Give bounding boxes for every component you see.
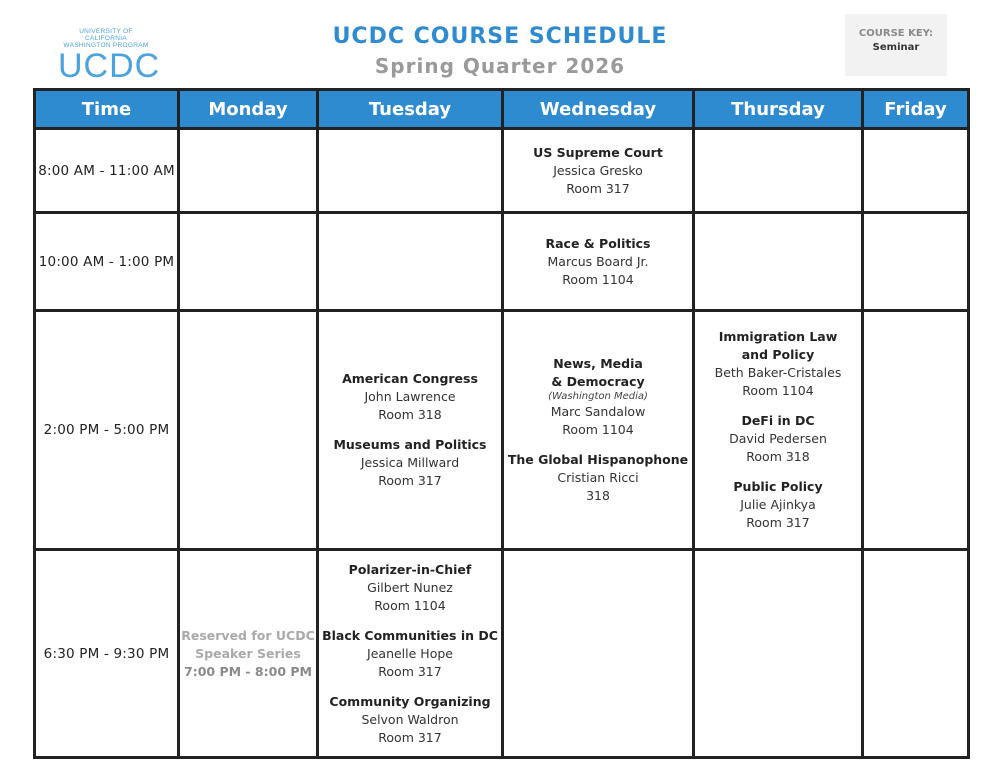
empty-cell — [694, 213, 863, 311]
course-name: American Congress — [342, 371, 478, 386]
column-header-time: Time — [35, 90, 179, 129]
course-key-item: Seminar — [872, 42, 920, 53]
column-header-thursday: Thursday — [694, 90, 863, 129]
course-entry — [319, 627, 501, 681]
ucdc-logo — [58, 28, 161, 85]
course-entry — [504, 451, 692, 505]
course-entry — [319, 436, 501, 490]
time-slot: 8:00 AM - 11:00 AM — [35, 129, 179, 213]
course-instructor: Marcus Board Jr. — [547, 253, 649, 269]
wednesday-cell — [503, 129, 694, 213]
table-row — [35, 213, 969, 311]
time-slot: 6:30 PM - 9:30 PM — [35, 550, 179, 758]
course-note: (Washington Media) — [548, 391, 648, 402]
course-name: US Supreme Court — [533, 144, 663, 160]
course-room: Room 317 — [746, 515, 810, 530]
reserved-block — [180, 627, 316, 681]
time-slot: 2:00 PM - 5:00 PM — [35, 311, 179, 550]
page-subtitle: Spring Quarter 2026 — [374, 54, 626, 78]
column-header-tuesday: Tuesday — [318, 90, 503, 129]
course-instructor: Jessica Gresko — [553, 162, 643, 178]
course-entry — [319, 693, 501, 747]
course-name: The Global Hispanophone — [507, 452, 689, 467]
course-name: Museums and Politics — [333, 437, 487, 452]
course-instructor: Jeanelle Hope — [367, 645, 453, 661]
course-entry — [695, 412, 861, 466]
reserved-line: Speaker Series — [195, 645, 301, 661]
course-instructor: Cristian Ricci — [557, 470, 639, 485]
empty-cell — [179, 129, 318, 213]
table-row — [35, 311, 969, 550]
column-header-friday: Friday — [863, 90, 969, 129]
course-room: Room 317 — [378, 729, 442, 745]
empty-cell — [863, 213, 969, 311]
schedule-table — [33, 88, 970, 759]
course-room: Room 318 — [746, 449, 810, 464]
monday-cell — [179, 550, 318, 758]
empty-cell — [318, 213, 503, 311]
course-room: Room 317 — [378, 473, 442, 488]
header-row — [35, 90, 969, 129]
course-instructor: Beth Baker-Cristales — [714, 365, 842, 380]
course-name: Black Communities in DC — [322, 627, 498, 643]
table-row — [35, 550, 969, 758]
column-header-monday: Monday — [179, 90, 318, 129]
course-name: Polarizer-in-Chief — [348, 561, 472, 577]
course-name-line: Immigration Law — [718, 329, 838, 344]
empty-cell — [694, 550, 863, 758]
course-instructor: Selvon Waldron — [361, 711, 459, 727]
course-room: Room 1104 — [742, 383, 814, 398]
empty-cell — [863, 311, 969, 550]
empty-cell — [179, 311, 318, 550]
thursday-cell — [694, 311, 863, 550]
course-instructor: John Lawrence — [364, 389, 456, 404]
course-room: Room 318 — [378, 407, 442, 422]
course-entry — [695, 328, 861, 400]
tuesday-cell — [318, 550, 503, 758]
course-entry — [695, 478, 861, 532]
course-entry — [504, 355, 692, 439]
logo-wordmark: UCDC — [58, 47, 161, 85]
course-key — [845, 14, 947, 76]
course-instructor: David Pedersen — [729, 431, 827, 446]
course-room: Room 317 — [566, 180, 630, 196]
empty-cell — [863, 550, 969, 758]
course-name: DeFi in DC — [741, 413, 815, 428]
empty-cell — [318, 129, 503, 213]
time-slot: 10:00 AM - 1:00 PM — [35, 213, 179, 311]
wednesday-cell — [503, 311, 694, 550]
course-entry — [504, 144, 692, 198]
empty-cell — [503, 550, 694, 758]
course-entry — [319, 370, 501, 424]
course-name-line: & Democracy — [551, 374, 645, 389]
tuesday-cell — [318, 311, 503, 550]
course-room: Room 1104 — [562, 422, 634, 437]
wednesday-cell — [503, 213, 694, 311]
course-key-label: COURSE KEY: — [858, 28, 934, 39]
course-entry — [319, 561, 501, 615]
empty-cell — [863, 129, 969, 213]
course-name: Race & Politics — [545, 235, 651, 251]
column-header-wednesday: Wednesday — [503, 90, 694, 129]
logo-line-university: UNIVERSITY OF CALIFORNIA — [79, 28, 133, 42]
course-instructor: Gilbert Nunez — [367, 579, 453, 595]
table-row — [35, 129, 969, 213]
course-room: Room 1104 — [562, 271, 634, 287]
course-name: Public Policy — [733, 479, 823, 494]
course-room: 318 — [586, 488, 610, 503]
logo-line-program: WASHINGTON PROGRAM — [63, 42, 149, 49]
course-name-line: and Policy — [741, 347, 815, 362]
empty-cell — [179, 213, 318, 311]
course-instructor: Jessica Millward — [360, 455, 460, 470]
course-name: Community Organizing — [329, 693, 491, 709]
course-name-line: News, Media — [553, 356, 643, 371]
page-title: UCDC COURSE SCHEDULE — [332, 24, 668, 49]
course-instructor: Julie Ajinkya — [740, 497, 816, 512]
reserved-line: Reserved for UCDC — [181, 627, 315, 643]
course-room: Room 317 — [378, 663, 442, 679]
course-room: Room 1104 — [374, 597, 446, 613]
course-instructor: Marc Sandalow — [550, 404, 646, 419]
empty-cell — [694, 129, 863, 213]
reserved-time: 7:00 PM - 8:00 PM — [184, 663, 312, 679]
course-entry — [504, 235, 692, 289]
